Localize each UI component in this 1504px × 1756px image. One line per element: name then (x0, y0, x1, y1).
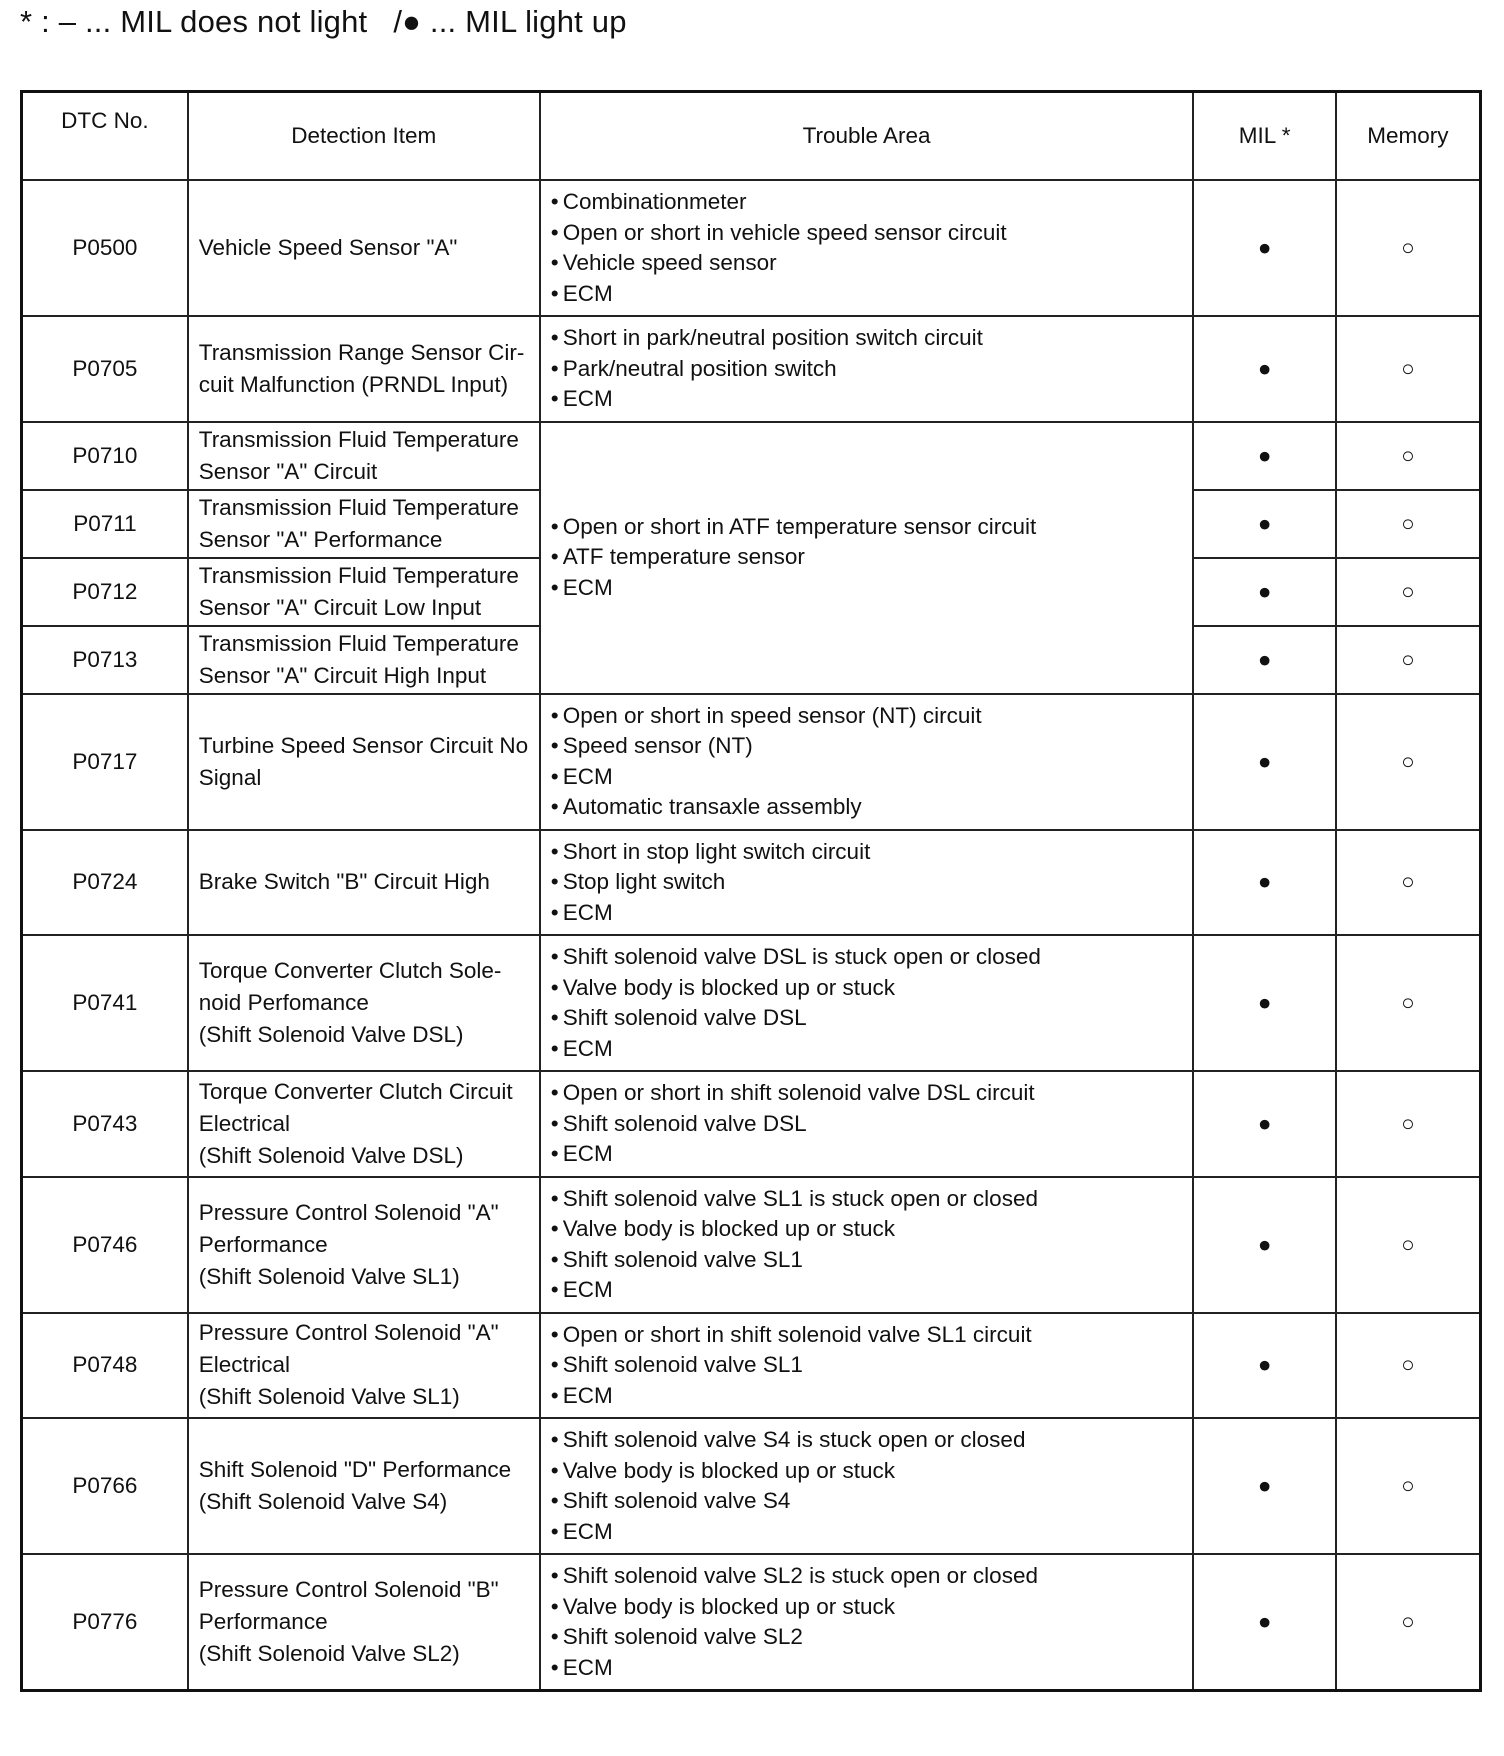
trouble-area (540, 180, 1194, 316)
memory-open-circle-icon: ○ (1336, 935, 1481, 1071)
mil-filled-circle-icon: ● (1193, 180, 1335, 316)
legend-mil-off: * : – ... MIL does not light (20, 4, 368, 39)
legend-mil-on: /● ... MIL light up (393, 4, 627, 39)
memory-open-circle-icon: ○ (1336, 180, 1481, 316)
mil-filled-circle-icon: ● (1193, 935, 1335, 1071)
header-mil: MIL * (1193, 92, 1335, 181)
trouble-area-item: • Shift solenoid valve SL2 is stuck open or closed (551, 1561, 1183, 1592)
trouble-area-item: • Park/neutral position switch (551, 354, 1183, 385)
trouble-area-item: • ECM (551, 279, 1183, 310)
trouble-area-item: • Shift solenoid valve SL2 (551, 1622, 1183, 1653)
trouble-area-item: • Stop light switch (551, 867, 1183, 898)
trouble-area-item: • Shift solenoid valve SL1 (551, 1245, 1183, 1276)
mil-filled-circle-icon: ● (1193, 694, 1335, 830)
mil-filled-circle-icon: ● (1193, 626, 1335, 694)
trouble-area (540, 422, 1194, 694)
dtc-code: P0766 (22, 1418, 188, 1554)
memory-open-circle-icon: ○ (1336, 316, 1481, 422)
dtc-row-p0724 (22, 830, 1481, 936)
detection-item: Brake Switch "B" Circuit High (188, 830, 540, 936)
trouble-area-item: • Valve body is blocked up or stuck (551, 1214, 1183, 1245)
dtc-code: P0705 (22, 316, 188, 422)
trouble-area-item: • Shift solenoid valve DSL (551, 1003, 1183, 1034)
dtc-row-p0710 (22, 422, 1481, 490)
mil-filled-circle-icon: ● (1193, 422, 1335, 490)
detection-item: Pressure Control Solenoid "B" Performance (Shift Solenoid Valve SL2) (188, 1554, 540, 1691)
trouble-area-item: • Vehicle speed sensor (551, 248, 1183, 279)
dtc-row-p0500 (22, 180, 1481, 316)
detection-item: Torque Converter Clutch Sole- noid Perfomance (Shift Solenoid Valve DSL) (188, 935, 540, 1071)
trouble-area (540, 935, 1194, 1071)
detection-item: Transmission Fluid Temperature Sensor "A" Circuit High Input (188, 626, 540, 694)
trouble-area-item: • Combinationmeter (551, 187, 1183, 218)
dtc-code: P0724 (22, 830, 188, 936)
dtc-code: P0710 (22, 422, 188, 490)
trouble-area-item: • ECM (551, 1517, 1183, 1548)
header-memory: Memory (1336, 92, 1481, 181)
trouble-area (540, 1071, 1194, 1177)
dtc-code: P0743 (22, 1071, 188, 1177)
trouble-area (540, 1313, 1194, 1419)
detection-item: Transmission Range Sensor Cir- cuit Malfunction (PRNDL Input) (188, 316, 540, 422)
trouble-area-item: • Speed sensor (NT) (551, 731, 1183, 762)
dtc-row-p0743 (22, 1071, 1481, 1177)
memory-open-circle-icon: ○ (1336, 830, 1481, 936)
detection-item: Turbine Speed Sensor Circuit No Signal (188, 694, 540, 830)
memory-open-circle-icon: ○ (1336, 626, 1481, 694)
trouble-area-item: • Shift solenoid valve S4 is stuck open or closed (551, 1425, 1183, 1456)
mil-legend (20, 4, 627, 40)
trouble-area-item: • Open or short in vehicle speed sensor circuit (551, 218, 1183, 249)
detection-item: Transmission Fluid Temperature Sensor "A" Performance (188, 490, 540, 558)
trouble-area (540, 1177, 1194, 1313)
mil-filled-circle-icon: ● (1193, 1313, 1335, 1419)
trouble-area-item: • ECM (551, 1275, 1183, 1306)
trouble-area-item: • ECM (551, 1034, 1183, 1065)
dtc-row-p0766 (22, 1418, 1481, 1554)
header-detection-item: Detection Item (188, 92, 540, 181)
dtc-code: P0717 (22, 694, 188, 830)
detection-item: Vehicle Speed Sensor "A" (188, 180, 540, 316)
trouble-area-item: • Open or short in speed sensor (NT) circuit (551, 701, 1183, 732)
mil-filled-circle-icon: ● (1193, 316, 1335, 422)
dtc-code: P0746 (22, 1177, 188, 1313)
mil-filled-circle-icon: ● (1193, 1554, 1335, 1691)
trouble-area-item: • ECM (551, 384, 1183, 415)
mil-filled-circle-icon: ● (1193, 830, 1335, 936)
mil-filled-circle-icon: ● (1193, 1418, 1335, 1554)
dtc-code: P0776 (22, 1554, 188, 1691)
trouble-area (540, 1418, 1194, 1554)
trouble-area-item: • ECM (551, 898, 1183, 929)
detection-item: Transmission Fluid Temperature Sensor "A" Circuit Low Input (188, 558, 540, 626)
trouble-area-item: • Shift solenoid valve SL1 is stuck open or closed (551, 1184, 1183, 1215)
memory-open-circle-icon: ○ (1336, 490, 1481, 558)
trouble-area-item: • Shift solenoid valve DSL (551, 1109, 1183, 1140)
dtc-code: P0500 (22, 180, 188, 316)
trouble-area-item: • ECM (551, 1381, 1183, 1412)
trouble-area (540, 694, 1194, 830)
trouble-area-item: • Short in stop light switch circuit (551, 837, 1183, 868)
detection-item: Shift Solenoid "D" Performance (Shift Solenoid Valve S4) (188, 1418, 540, 1554)
dtc-code: P0713 (22, 626, 188, 694)
mil-filled-circle-icon: ● (1193, 1071, 1335, 1177)
trouble-area-item: • Automatic transaxle assembly (551, 792, 1183, 823)
dtc-code: P0712 (22, 558, 188, 626)
dtc-code: P0711 (22, 490, 188, 558)
dtc-code: P0748 (22, 1313, 188, 1419)
trouble-area-item: • Valve body is blocked up or stuck (551, 1456, 1183, 1487)
trouble-area-item: • Valve body is blocked up or stuck (551, 1592, 1183, 1623)
memory-open-circle-icon: ○ (1336, 558, 1481, 626)
trouble-area (540, 316, 1194, 422)
trouble-area (540, 830, 1194, 936)
trouble-area-item: • Shift solenoid valve SL1 (551, 1350, 1183, 1381)
dtc-row-p0776 (22, 1554, 1481, 1691)
dtc-code: P0741 (22, 935, 188, 1071)
detection-item: Pressure Control Solenoid "A" Electrical (Shift Solenoid Valve SL1) (188, 1313, 540, 1419)
detection-item: Torque Converter Clutch Circuit Electrical (Shift Solenoid Valve DSL) (188, 1071, 540, 1177)
header-dtc-no: DTC No. (22, 92, 188, 181)
mil-filled-circle-icon: ● (1193, 490, 1335, 558)
trouble-area-item: • ECM (551, 1653, 1183, 1684)
trouble-area-item: • Shift solenoid valve S4 (551, 1486, 1183, 1517)
dtc-row-p0717 (22, 694, 1481, 830)
dtc-row-p0748 (22, 1313, 1481, 1419)
trouble-area-item: • Short in park/neutral position switch circuit (551, 323, 1183, 354)
trouble-area (540, 1554, 1194, 1691)
detection-item: Pressure Control Solenoid "A" Performance (Shift Solenoid Valve SL1) (188, 1177, 540, 1313)
memory-open-circle-icon: ○ (1336, 1071, 1481, 1177)
dtc-row-p0746 (22, 1177, 1481, 1313)
memory-open-circle-icon: ○ (1336, 422, 1481, 490)
mil-filled-circle-icon: ● (1193, 558, 1335, 626)
memory-open-circle-icon: ○ (1336, 1554, 1481, 1691)
trouble-area-item: • ECM (551, 573, 1183, 604)
dtc-row-p0741 (22, 935, 1481, 1071)
memory-open-circle-icon: ○ (1336, 1418, 1481, 1554)
memory-open-circle-icon: ○ (1336, 694, 1481, 830)
trouble-area-item: • Valve body is blocked up or stuck (551, 973, 1183, 1004)
header-trouble-area: Trouble Area (540, 92, 1194, 181)
header-row (22, 92, 1481, 181)
trouble-area-item: • Open or short in shift solenoid valve DSL circuit (551, 1078, 1183, 1109)
trouble-area-item: • ECM (551, 762, 1183, 793)
trouble-area-item: • ATF temperature sensor (551, 542, 1183, 573)
mil-filled-circle-icon: ● (1193, 1177, 1335, 1313)
dtc-row-p0705 (22, 316, 1481, 422)
trouble-area-item: • ECM (551, 1139, 1183, 1170)
dtc-table (20, 90, 1482, 1692)
trouble-area-item: • Open or short in ATF temperature sensor circuit (551, 512, 1183, 543)
memory-open-circle-icon: ○ (1336, 1313, 1481, 1419)
memory-open-circle-icon: ○ (1336, 1177, 1481, 1313)
trouble-area-item: • Open or short in shift solenoid valve SL1 circuit (551, 1320, 1183, 1351)
trouble-area-item: • Shift solenoid valve DSL is stuck open or closed (551, 942, 1183, 973)
detection-item: Transmission Fluid Temperature Sensor "A" Circuit (188, 422, 540, 490)
